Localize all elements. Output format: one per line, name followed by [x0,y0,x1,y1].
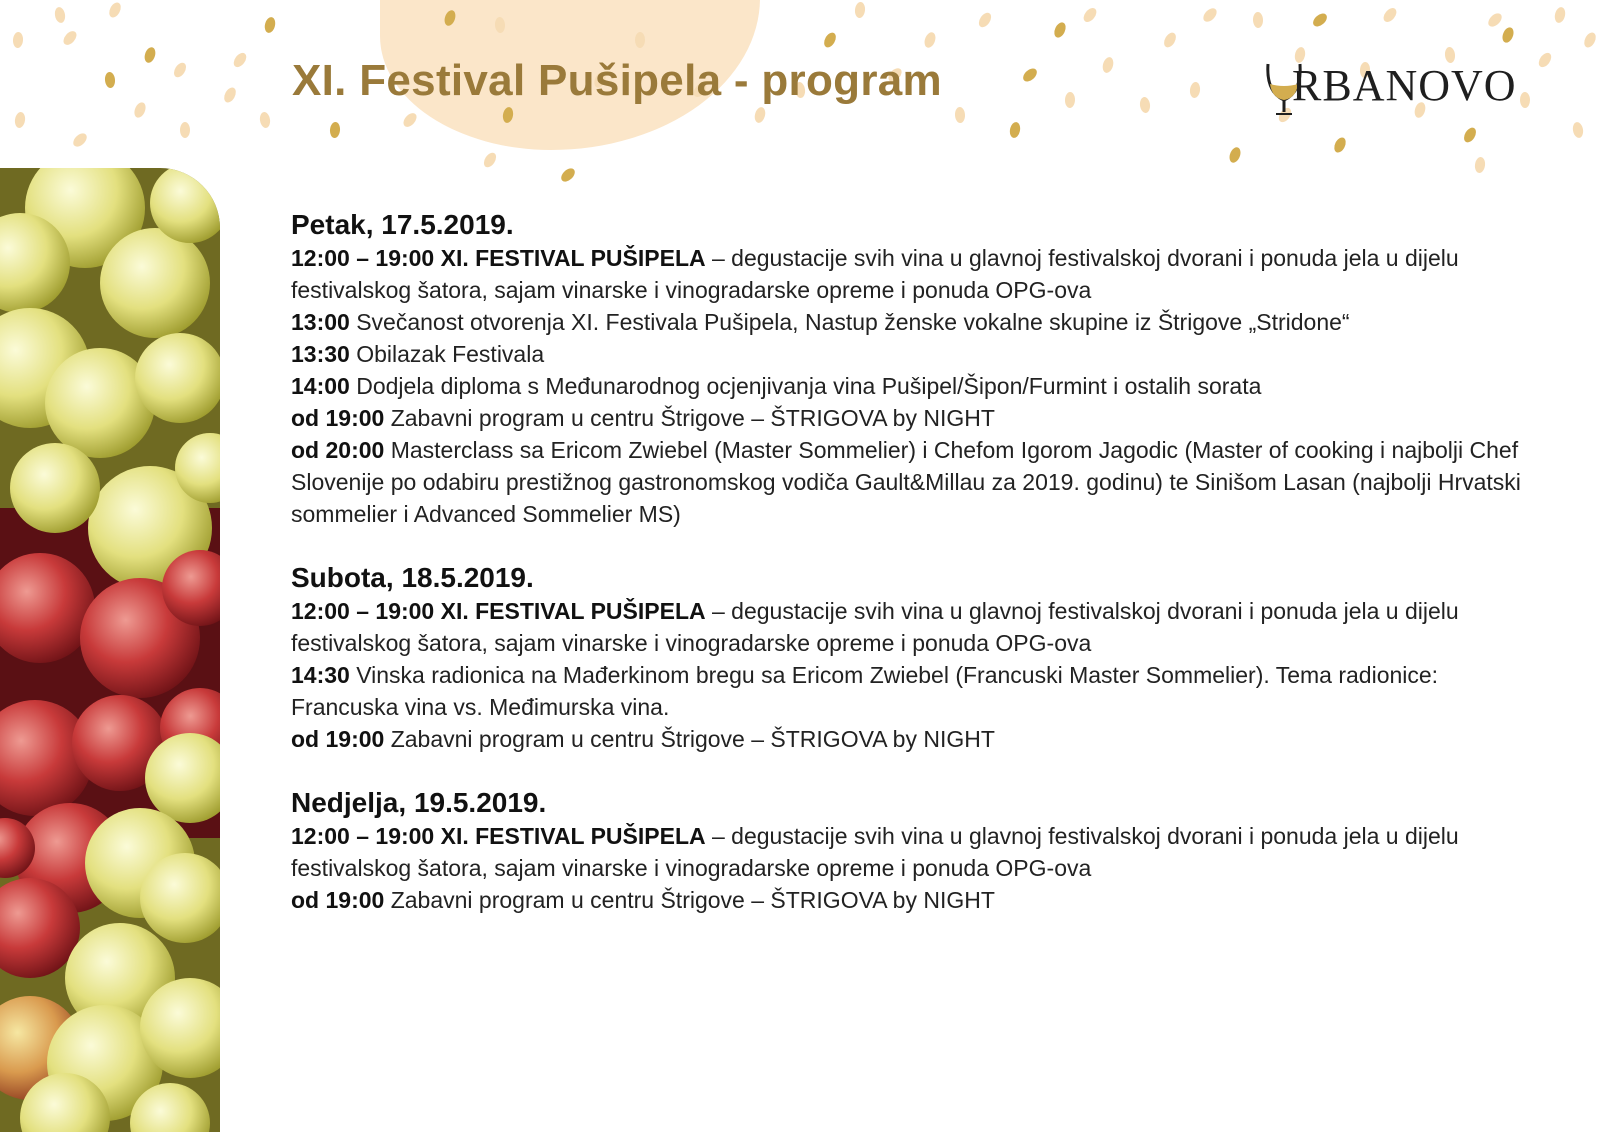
confetti-dot [54,6,67,23]
confetti-dot [1009,121,1022,139]
confetti-dot [132,101,147,120]
confetti-dot [14,111,26,128]
event-item: od 19:00 Zabavni program u centru Štrigove – ŠTRIGOVA by NIGHT [291,726,995,752]
confetti-dot [443,9,458,27]
confetti-dot [1462,126,1479,145]
confetti-dot [143,46,157,64]
confetti-dot [1189,81,1201,98]
program-content [291,208,1521,947]
confetti-dot [854,2,866,19]
confetti-dot [231,51,249,70]
confetti-dot [1486,11,1504,29]
grape-berry [100,228,210,338]
confetti-dot [61,29,79,48]
confetti-dot [259,111,271,128]
confetti-dot [1572,121,1585,138]
confetti-dot [559,166,578,184]
confetti-dot [1536,51,1553,70]
confetti-dot [1139,96,1151,113]
confetti-dot [1081,6,1099,25]
confetti-dot [1332,136,1348,155]
confetti-dot [1162,31,1179,50]
confetti-dot [401,111,419,130]
confetti-dot [107,1,123,20]
logo-wordmark: RBANOVO [1292,61,1517,110]
confetti-dot [1582,31,1598,50]
confetti-dot [104,72,115,89]
confetti-dot [1253,12,1264,28]
confetti-dot [263,16,277,34]
confetti-dot [12,32,23,49]
confetti-dot [1553,6,1566,24]
confetti-dot [1065,92,1076,108]
event-item: 12:00 – 19:00 XI. FESTIVAL PUŠIPELA – degustacije svih vina u glavnoj festivalskoj dvorani i ponuda jela u dijelu festivalskog šatora, sajam vinarske i vinogradarske opreme i ponuda OPG-ova [291,598,1459,656]
confetti-dot [753,106,767,124]
confetti-dot [1500,26,1515,45]
confetti-dot [1052,21,1068,40]
confetti-dot [822,31,839,50]
event-item: 14:00 Dodjela diploma s Međunarodnog ocjenjivanja vina Pušipel/Šipon/Furmint i ostalih sorata [291,373,1262,399]
day-title: Nedjelja, 19.5.2019. [291,787,547,818]
day-sunday [291,786,1521,916]
confetti-dot [1201,6,1219,24]
day-friday [291,208,1521,530]
event-item: 13:00 Svečanost otvorenja XI. Festivala Pušipela, Nastup ženske vokalne skupine iz Štrigove „Stridone“ [291,309,1350,335]
day-title: Petak, 17.5.2019. [291,209,514,240]
event-item: od 19:00 Zabavni program u centru Štrigove – ŠTRIGOVA by NIGHT [291,405,995,431]
confetti-dot [502,106,515,123]
confetti-dot [1021,66,1040,84]
event-item: 13:30 Obilazak Festivala [291,341,545,367]
confetti-dot [222,86,238,105]
page-title: XI. Festival Pušipela - program [292,56,942,105]
event-item: 12:00 – 19:00 XI. FESTIVAL PUŠIPELA – degustacije svih vina u glavnoj festivalskoj dvorani i ponuda jela u dijelu festivalskog šatora, sajam vinarske i vinogradarske opreme i ponuda OPG-ova [291,823,1459,881]
confetti-dot [976,11,993,30]
day-saturday [291,561,1521,755]
confetti-dot [494,17,505,34]
urbanovo-logo[interactable] [1262,58,1522,118]
day-title: Subota, 18.5.2019. [291,562,534,593]
confetti-dot [1381,6,1399,25]
confetti-dot [481,151,498,170]
confetti-dot [1474,156,1486,173]
confetti-dot [955,107,966,124]
confetti-dot [180,122,190,138]
confetti-dot [1227,146,1242,165]
confetti-dot [1311,11,1330,29]
confetti-dot [923,31,938,49]
grapes-photo [0,168,220,1132]
confetti-dot [71,131,89,149]
confetti-dot [1101,56,1115,74]
event-item: 12:00 – 19:00 XI. FESTIVAL PUŠIPELA – degustacije svih vina u glavnoj festivalskoj dvorani i ponuda jela u dijelu festivalskog šatora, sajam vinarske i vinogradarske opreme i ponuda OPG-ova [291,245,1459,303]
confetti-dot [172,61,189,80]
confetti-dot [635,32,645,48]
event-item: od 20:00 Masterclass sa Ericom Zwiebel (Master Sommelier) i Chefom Igorom Jagodic (Master of cooking i najbolji Chef Slovenije po odabiru prestižnog gastronomskog vodiča Gault&Millau za 2019. godinu) te Sinišom Lasan (najbolji Hrvatski sommelier i Advanced Sommelier MS) [291,437,1521,527]
event-item: 14:30 Vinska radionica na Mađerkinom bregu sa Ericom Zwiebel (Francuski Master Sommelier). Tema radionice: Francuska vina vs. Međimurska vina. [291,662,1439,720]
event-item: od 19:00 Zabavni program u centru Štrigove – ŠTRIGOVA by NIGHT [291,887,995,913]
grape-berry [10,443,100,533]
confetti-dot [329,122,340,139]
